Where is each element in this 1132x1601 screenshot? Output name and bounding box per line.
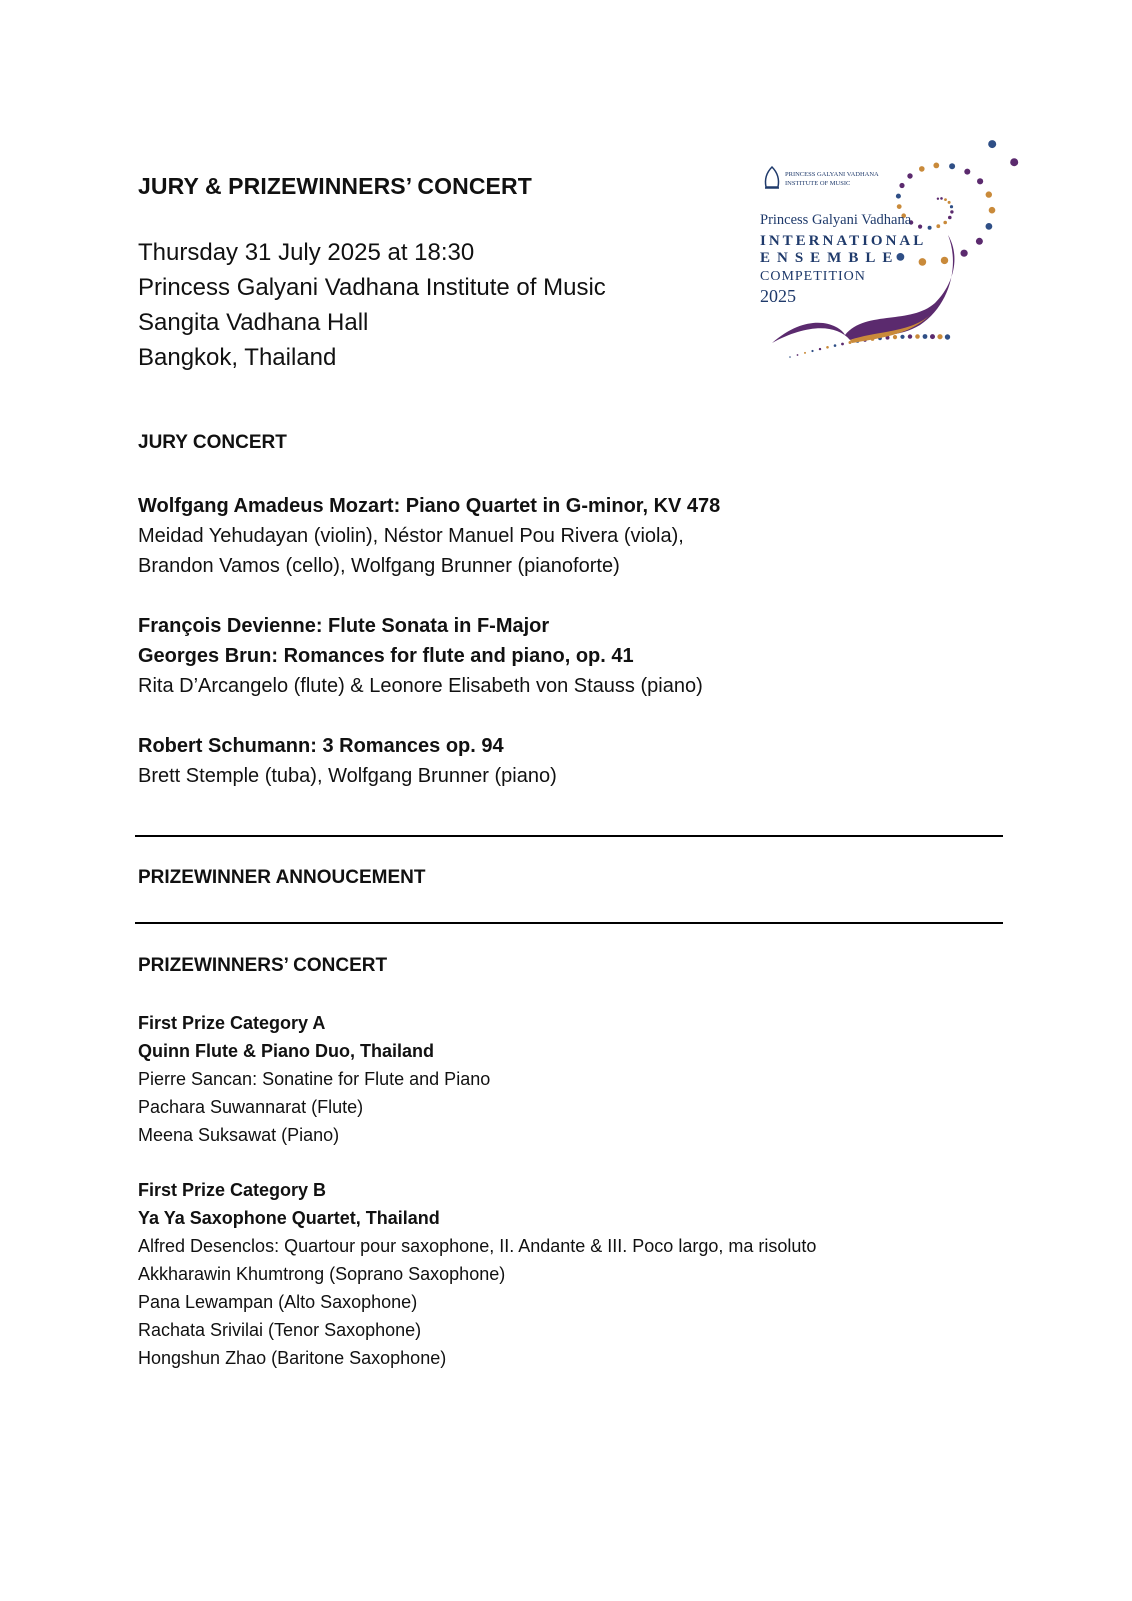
logo-dot	[841, 343, 844, 346]
logo-dot	[950, 210, 953, 213]
logo-dot	[900, 335, 904, 339]
performers: Meidad Yehudayan (violin), Néstor Manuel Pou Rivera (viola),	[138, 525, 684, 547]
logo-dot	[986, 223, 993, 230]
competition-logo	[760, 135, 1020, 380]
logo-line-international: INTERNATIONAL	[760, 233, 927, 249]
jury-item	[138, 491, 1038, 581]
jury-concert-heading: JURY CONCERT	[138, 432, 287, 453]
logo-dot	[893, 335, 897, 339]
prize-item	[138, 1176, 1038, 1372]
prize-category: First Prize Category B	[138, 1180, 327, 1200]
prize-category: First Prize Category A	[138, 1013, 326, 1033]
logo-dot	[933, 163, 939, 169]
ensemble-name: Ya Ya Saxophone Quartet, Thailand	[138, 1208, 440, 1228]
ensemble-name: Quinn Flute & Piano Duo, Thailand	[138, 1041, 434, 1061]
announcement-heading: PRIZEWINNER ANNOUCEMENT	[138, 867, 426, 888]
logo-line-competition: COMPETITION	[760, 269, 866, 284]
logo-dot	[896, 194, 901, 199]
announcement-section	[138, 867, 1038, 889]
event-date-time: Thursday 31 July 2025 at 18:30	[138, 239, 475, 266]
divider	[135, 835, 1003, 837]
logo-dot	[919, 258, 927, 266]
event-city: Bangkok, Thailand	[138, 344, 337, 371]
logo-dot	[961, 250, 968, 257]
logo-name: Princess Galyani Vadhana	[760, 212, 912, 228]
work-title: Wolfgang Amadeus Mozart: Piano Quartet in G-minor, KV 478	[138, 495, 721, 517]
logo-dot	[949, 163, 955, 169]
work-title: François Devienne: Flute Sonata in F-Major	[138, 615, 550, 637]
page-title: JURY & PRIZEWINNERS’ CONCERT	[138, 173, 532, 199]
logo-year: 2025	[760, 286, 796, 306]
logo-dot	[908, 334, 912, 338]
logo-dot	[964, 169, 970, 175]
logo-dot	[988, 140, 996, 148]
logo-dot	[937, 198, 939, 200]
logo-dot	[811, 350, 813, 352]
program-line: Pierre Sancan: Sonatine for Flute and Piano	[138, 1069, 491, 1089]
logo-dot	[915, 334, 920, 339]
divider	[135, 922, 1003, 924]
logo-line-ensemble: ENSEMBLE	[760, 250, 900, 266]
jury-item	[138, 611, 1038, 701]
logo-dot	[976, 238, 983, 245]
logo-dot	[948, 216, 952, 220]
program-line: Pana Lewampan (Alto Saxophone)	[138, 1292, 418, 1312]
logo-dot	[930, 334, 935, 339]
logo-dot	[928, 226, 932, 230]
logo-dot	[923, 334, 928, 339]
program-line: Meena Suksawat (Piano)	[138, 1125, 340, 1145]
logo-dot	[834, 344, 837, 347]
work-title: Robert Schumann: 3 Romances op. 94	[138, 735, 504, 757]
logo-dot	[899, 183, 904, 188]
event-details	[138, 235, 606, 375]
prize-item	[138, 1009, 1038, 1149]
jury-item	[138, 731, 1038, 791]
program-line: Akkharawin Khumtrong (Soprano Saxophone)	[138, 1264, 506, 1284]
logo-dot	[937, 334, 942, 339]
logo-dot	[986, 191, 992, 197]
logo-institute-line2: INSTITUTE OF MUSIC	[785, 180, 851, 187]
logo-institute-line1: PRINCESS GALYANI VADHANA	[785, 171, 879, 178]
work-title: Georges Brun: Romances for flute and piano, op. 41	[138, 645, 634, 667]
logo-dot	[804, 352, 806, 354]
logo-dot	[797, 354, 799, 356]
jury-concert-section	[138, 432, 1038, 791]
logo-dot	[897, 204, 902, 209]
logo-dot	[941, 257, 948, 264]
logo-dot	[919, 166, 925, 172]
prizewinners-heading: PRIZEWINNERS’ CONCERT	[138, 955, 388, 976]
logo-dot	[1010, 158, 1018, 166]
logo-dot	[977, 178, 983, 184]
logo-dot	[940, 197, 943, 200]
logo-dot	[989, 207, 996, 214]
logo-dot	[819, 348, 821, 350]
program-line: Rachata Srivilai (Tenor Saxophone)	[138, 1320, 422, 1340]
logo-dot	[945, 334, 950, 339]
logo-dot	[936, 224, 940, 228]
program-line: Alfred Desenclos: Quartour pour saxophone, II. Andante & III. Poco largo, ma risoluto	[138, 1236, 817, 1256]
institute-emblem-icon	[765, 167, 779, 188]
logo-dot	[950, 205, 953, 208]
performers: Brandon Vamos (cello), Wolfgang Brunner (pianoforte)	[138, 555, 620, 577]
performers: Rita D’Arcangelo (flute) & Leonore Elisabeth von Stauss (piano)	[138, 675, 703, 697]
logo-dot	[789, 356, 791, 358]
program-line: Hongshun Zhao (Baritone Saxophone)	[138, 1348, 447, 1368]
event-venue: Princess Galyani Vadhana Institute of Music	[138, 274, 606, 301]
logo-dot	[918, 225, 922, 229]
prizewinners-section	[138, 955, 1038, 1372]
logo-dot	[907, 173, 912, 178]
logo-dot	[944, 198, 947, 201]
logo-dot	[948, 201, 951, 204]
program-line: Pachara Suwannarat (Flute)	[138, 1097, 364, 1117]
performers: Brett Stemple (tuba), Wolfgang Brunner (piano)	[138, 765, 557, 787]
logo-dot	[943, 221, 947, 225]
logo-dot	[826, 346, 829, 349]
event-hall: Sangita Vadhana Hall	[138, 309, 369, 336]
